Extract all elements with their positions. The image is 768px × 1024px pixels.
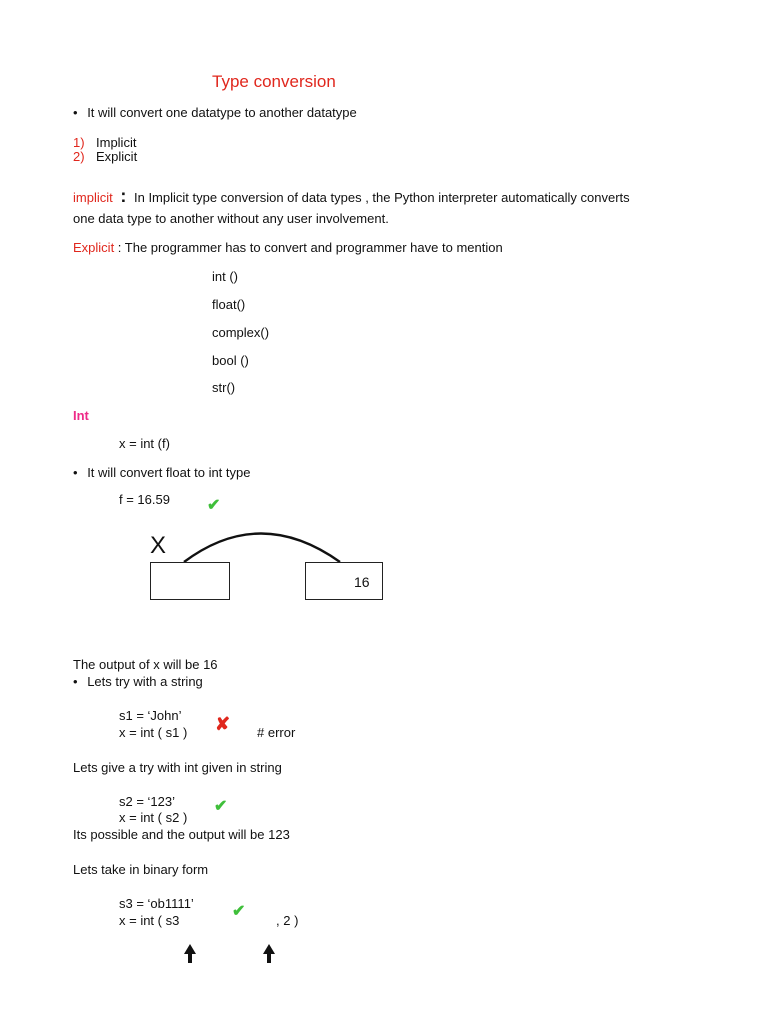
int-bullet: [73, 465, 250, 480]
variable-box-x: [150, 562, 230, 600]
s1-conversion: x = int ( s1 ): [119, 725, 188, 740]
list-number: 1): [73, 135, 85, 150]
implicit-definition: [73, 186, 630, 207]
int-heading: Int: [73, 408, 89, 423]
list-item-implicit: [73, 135, 137, 150]
up-arrow-icon: [182, 944, 198, 964]
check-icon: ✔: [232, 903, 246, 920]
function-int: int (): [212, 269, 238, 284]
s3-assignment: s3 = ‘ob1111’: [119, 896, 194, 911]
diagram-variable-label: X: [150, 532, 167, 559]
function-str: str(): [212, 380, 236, 395]
s2-conversion: x = int ( s2 ): [119, 810, 188, 825]
intro-text: It will convert one datatype to another datatype: [87, 105, 357, 120]
implicit-text-line1: In Implicit type conversion of data types , the Python interpreter automatically converts: [133, 190, 630, 205]
bullet-marker: •: [73, 105, 78, 120]
page-title: Type conversion: [212, 72, 336, 91]
value-box: [305, 562, 383, 600]
intro-bullet: [73, 105, 357, 120]
function-complex: complex(): [212, 325, 270, 340]
error-comment: # error: [257, 725, 296, 740]
up-arrow-icon: [261, 944, 277, 964]
implicit-colon: :: [120, 186, 127, 206]
function-float: float(): [212, 297, 246, 312]
list-label: Explicit: [96, 149, 138, 164]
cross-icon: ✘: [215, 714, 231, 734]
list-number: 2): [73, 149, 85, 164]
implicit-text-line2: one data type to another without any user involvement.: [73, 211, 389, 226]
binary-intro: Lets take in binary form: [73, 862, 209, 877]
value-box-text: 16: [354, 574, 370, 590]
int-code: x = int (f): [119, 436, 170, 451]
explicit-text: : The programmer has to convert and programmer have to mention: [114, 240, 503, 255]
implicit-term: implicit: [73, 190, 113, 205]
int-string-intro: Lets give a try with int given in string: [73, 760, 282, 775]
bullet-marker: •: [73, 465, 78, 480]
bullet-marker: •: [73, 674, 78, 689]
s2-result: Its possible and the output will be 123: [73, 827, 290, 842]
string-bullet: [73, 674, 203, 689]
function-bool: bool (): [212, 353, 249, 368]
f-assignment: f = 16.59: [119, 492, 170, 507]
check-icon: ✔: [207, 497, 221, 514]
list-label: Implicit: [96, 135, 137, 150]
s3-conversion: x = int ( s3: [119, 913, 180, 928]
explicit-definition: [73, 240, 503, 255]
output-text: The output of x will be 16: [73, 657, 218, 672]
string-bullet-text: Lets try with a string: [87, 674, 203, 689]
list-item-explicit: [73, 149, 138, 164]
s2-assignment: s2 = ‘123’: [119, 794, 176, 809]
s1-assignment: s1 = ‘John’: [119, 708, 182, 723]
explicit-term: Explicit: [73, 240, 115, 255]
int-bullet-text: It will convert float to int type: [87, 465, 251, 480]
check-icon: ✔: [214, 798, 228, 815]
s3-base-argument: , 2 ): [276, 913, 299, 928]
